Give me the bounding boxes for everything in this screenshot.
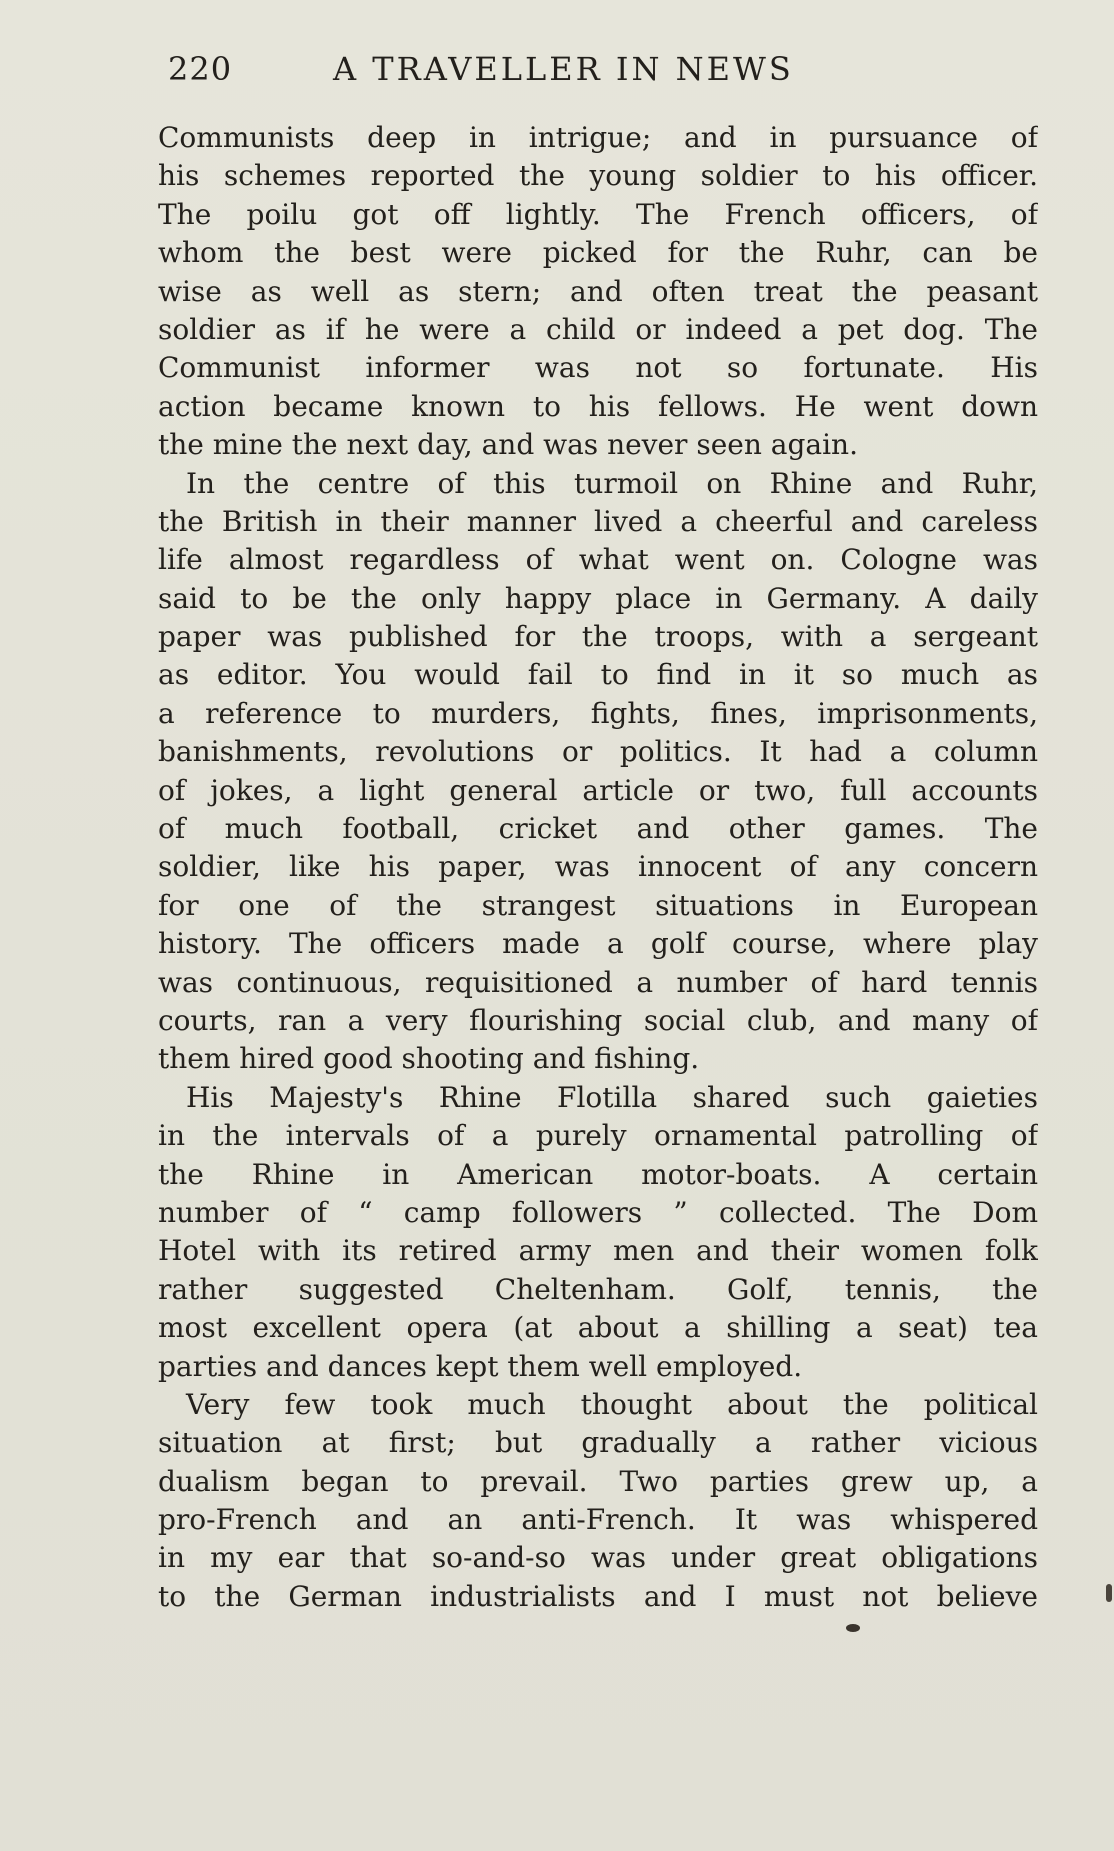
- text-line: a reference to murders, fights, fines, imprisonments,: [158, 696, 1038, 730]
- text-line: soldier, like his paper, was innocent of any concern: [158, 850, 1038, 884]
- text-line: of jokes, a light general article or two, full accounts: [158, 773, 1038, 807]
- paragraph-first-line: Very few took much thought about the political: [186, 1387, 1038, 1421]
- text-line: whom the best were picked for the Ruhr, can be: [158, 236, 1038, 270]
- running-title: A TRAVELLER IN NEWS: [333, 50, 794, 88]
- text-line: for one of the strangest situations in European: [158, 888, 1038, 922]
- text-line: wise as well as stern; and often treat the peasant: [158, 274, 1038, 308]
- text-line: his schemes reported the young soldier to his officer.: [158, 159, 1038, 193]
- text-line: number of “ camp followers ” collected. The Dom: [158, 1195, 1038, 1229]
- text-line: parties and dances kept them well employed.: [158, 1349, 803, 1383]
- text-line: history. The officers made a golf course, where play: [158, 927, 1038, 961]
- text-line: The poilu got off lightly. The French officers, of: [158, 197, 1038, 231]
- body-text: [158, 119, 1038, 1616]
- text-line: the Rhine in American motor-boats. A certain: [158, 1157, 1038, 1191]
- text-line: as editor. You would fail to find in it so much as: [158, 658, 1038, 692]
- margin-mark: [1106, 1584, 1112, 1602]
- text-line: them hired good shooting and fishing.: [158, 1042, 700, 1076]
- text-line: the British in their manner lived a cheerful and careless: [158, 504, 1038, 538]
- page-number: 220: [168, 50, 233, 88]
- text-line: in the intervals of a purely ornamental patrolling of: [158, 1119, 1038, 1153]
- text-line: Communists deep in intrigue; and in pursuance of: [158, 121, 1038, 154]
- text-line: Hotel with its retired army men and their women folk: [158, 1234, 1038, 1268]
- text-line: said to be the only happy place in Germany. A daily: [158, 581, 1038, 615]
- text-line: the mine the next day, and was never seen again.: [158, 428, 858, 462]
- text-line: rather suggested Cheltenham. Golf, tennis, the: [158, 1272, 1038, 1306]
- text-line: soldier as if he were a child or indeed a pet dog. The: [158, 312, 1038, 346]
- text-line: was continuous, requisitioned a number of hard tennis: [158, 965, 1038, 999]
- text-line: banishments, revolutions or politics. It had a column: [158, 735, 1038, 769]
- ink-speck: [846, 1624, 860, 1632]
- text-line: Communist informer was not so fortunate. His: [158, 351, 1038, 385]
- running-head: [168, 50, 888, 96]
- text-line: situation at first; but gradually a rather vicious: [158, 1426, 1038, 1460]
- text-line: life almost regardless of what went on. Cologne was: [158, 543, 1038, 577]
- text-line: pro-French and an anti-French. It was whispered: [158, 1503, 1038, 1537]
- text-line: most excellent opera (at about a shilling a seat) tea: [158, 1311, 1038, 1345]
- text-line: action became known to his fellows. He went down: [158, 389, 1038, 423]
- text-line: to the German industrialists and I must not believe: [158, 1579, 1038, 1613]
- text-line: paper was published for the troops, with a sergeant: [158, 620, 1038, 654]
- text-line: in my ear that so-and-so was under great obligations: [158, 1541, 1038, 1575]
- text-line: dualism began to prevail. Two parties grew up, a: [158, 1464, 1038, 1498]
- text-line: courts, ran a very flourishing social club, and many of: [158, 1003, 1038, 1037]
- paragraph-first-line: His Majesty's Rhine Flotilla shared such gaieties: [186, 1080, 1038, 1114]
- paragraph-first-line: In the centre of this turmoil on Rhine and Ruhr,: [186, 466, 1038, 500]
- text-line: of much football, cricket and other games. The: [158, 812, 1038, 846]
